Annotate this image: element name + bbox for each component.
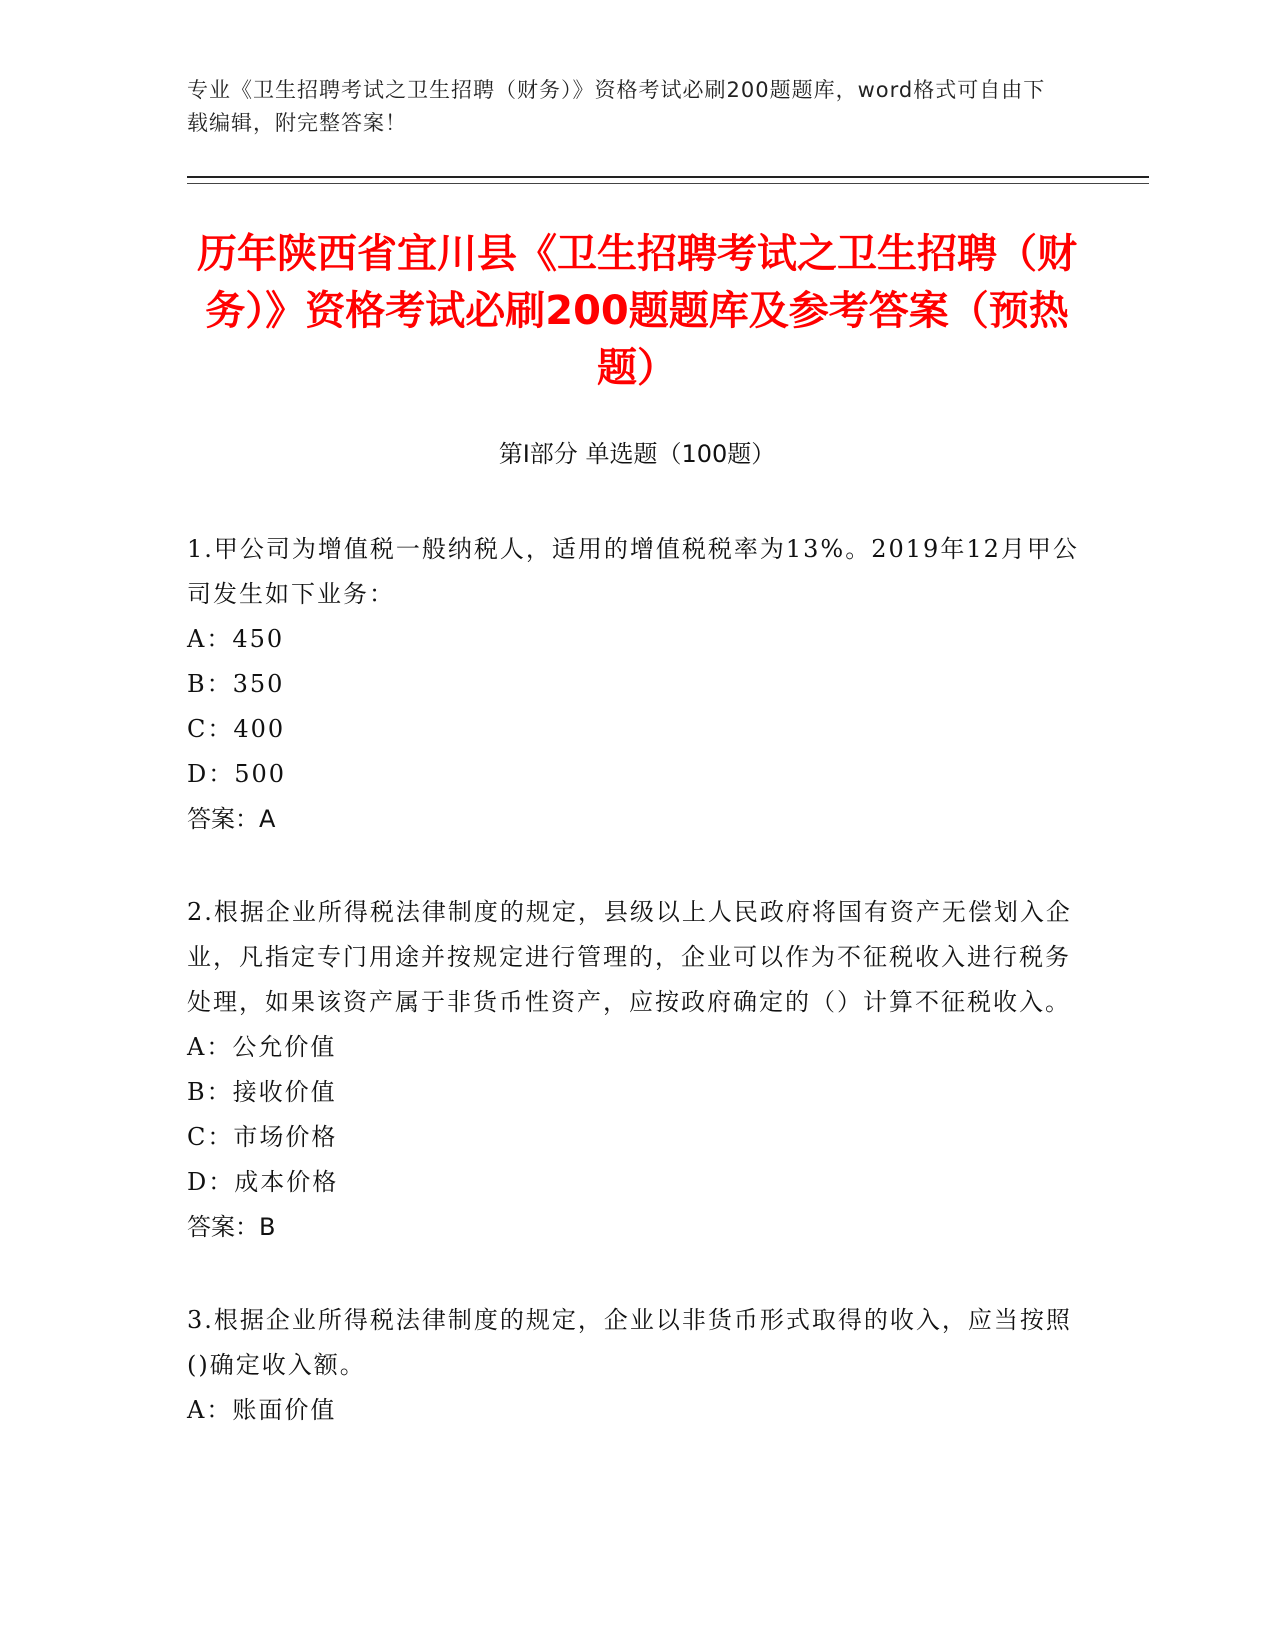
- header-note: 专业《卫生招聘考试之卫生招聘（财务）》资格考试必刷200题题库，word格式可自由下载编辑，附完整答案！: [187, 78, 1046, 135]
- question-3: [187, 1298, 1087, 1433]
- option-b: B：350: [187, 670, 285, 698]
- option-c: C：400: [187, 715, 286, 743]
- option-a: A：公允价值: [187, 1033, 337, 1061]
- answer-label: 答案：B: [187, 1213, 276, 1241]
- question-1: [187, 527, 1087, 842]
- option-c: C：市场价格: [187, 1123, 338, 1151]
- question-text: 1.甲公司为增值税一般纳税人，适用的增值税税率为13%。2019年12月甲公司发生如下业务：: [187, 535, 1079, 608]
- option-a: A：账面价值: [187, 1396, 337, 1424]
- header-divider-thick: [187, 176, 1149, 178]
- document-title: 历年陕西省宜川县《卫生招聘考试之卫生招聘（财务）》资格考试必刷200题题库及参考答案（预热题）: [197, 231, 1077, 391]
- question-text: 2.根据企业所得税法律制度的规定，县级以上人民政府将国有资产无偿划入企业，凡指定专门用途并按规定进行管理的，企业可以作为不征税收入进行税务处理，如果该资产属于非货币性资产，应按政府确定的（）计算不征税收入。: [187, 898, 1072, 1016]
- section-heading: 第Ⅰ部分 单选题（100题）: [498, 440, 776, 468]
- answer-label: 答案：A: [187, 805, 276, 833]
- header-divider-thin: [187, 183, 1149, 184]
- option-b: B：接收价值: [187, 1078, 337, 1106]
- option-d: D：500: [187, 760, 287, 788]
- option-a: A：450: [187, 625, 285, 653]
- question-2: [187, 890, 1087, 1250]
- question-text: 3.根据企业所得税法律制度的规定，企业以非货币形式取得的收入，应当按照()确定收入额。: [187, 1306, 1072, 1379]
- option-d: D：成本价格: [187, 1168, 339, 1196]
- question-list: [187, 527, 1087, 1481]
